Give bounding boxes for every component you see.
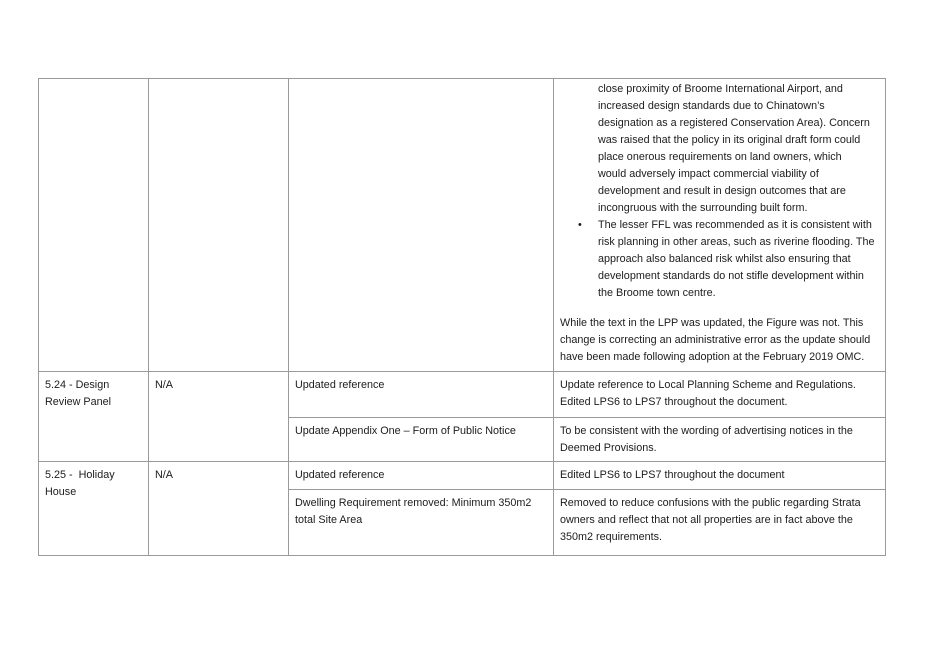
changes-subgrid bbox=[289, 462, 885, 555]
table-row-5-24 bbox=[39, 372, 885, 462]
policy-cell-empty bbox=[39, 79, 149, 371]
change-cell: Updated reference bbox=[289, 462, 554, 489]
changes-subgrid bbox=[289, 372, 885, 461]
change-cell-empty bbox=[289, 79, 554, 371]
reason-cell: Edited LPS6 to LPS7 throughout the document bbox=[560, 469, 785, 481]
policy-cell: 5.24 - Design Review Panel bbox=[39, 372, 149, 461]
change-subrow bbox=[289, 462, 885, 490]
consultation-cell-empty bbox=[149, 79, 289, 371]
change-cell: Updated reference bbox=[289, 372, 554, 417]
change-subrow bbox=[289, 490, 885, 555]
bullet-list-item bbox=[560, 217, 879, 302]
table-row-continuation bbox=[39, 79, 885, 372]
change-subrow bbox=[289, 418, 885, 461]
policy-changes-table bbox=[38, 78, 886, 556]
change-subrow bbox=[289, 372, 885, 418]
reason-cell: To be consistent with the wording of advertising notices in the Deemed Provisions. bbox=[560, 425, 853, 454]
reason-cell: Removed to reduce confusions with the public regarding Strata owners and reflect that not all properties are in fact above the 350m2 requirements. bbox=[560, 497, 861, 543]
consultation-cell: N/A bbox=[149, 372, 289, 461]
closing-paragraph: While the text in the LPP was updated, the Figure was not. This change is correcting an administrative error as the update should have been made following adoption at the February 2019 OMC. bbox=[560, 317, 871, 363]
change-cell: Dwelling Requirement removed: Minimum 350m2 total Site Area bbox=[289, 490, 554, 555]
reason-cell: Update reference to Local Planning Scheme and Regulations. Edited LPS6 to LPS7 throughout the document. bbox=[560, 379, 856, 408]
table-row-5-25 bbox=[39, 462, 885, 555]
bullet-item-text: The lesser FFL was recommended as it is consistent with risk planning in other areas, such as riverine flooding. The approach also balanced risk whilst also ensuring that development standards do not stifle development within the Broome town centre. bbox=[598, 219, 875, 299]
bullet-icon: • bbox=[578, 219, 582, 231]
change-cell: Update Appendix One – Form of Public Notice bbox=[289, 418, 554, 461]
comment-cell bbox=[554, 79, 885, 371]
bullet-continuation-text: close proximity of Broome International Airport, and increased design standards due to Chinatown’s designation as a registered Conservation Area). Concern was raised that the policy in its original draft form could place onerous requirements on land owners, which would adversely impact commercial viability of development and result in design outcomes that are incongruous with the surrounding built form. bbox=[598, 83, 870, 214]
consultation-cell: N/A bbox=[149, 462, 289, 555]
policy-cell: 5.25 - Holiday House bbox=[39, 462, 149, 555]
